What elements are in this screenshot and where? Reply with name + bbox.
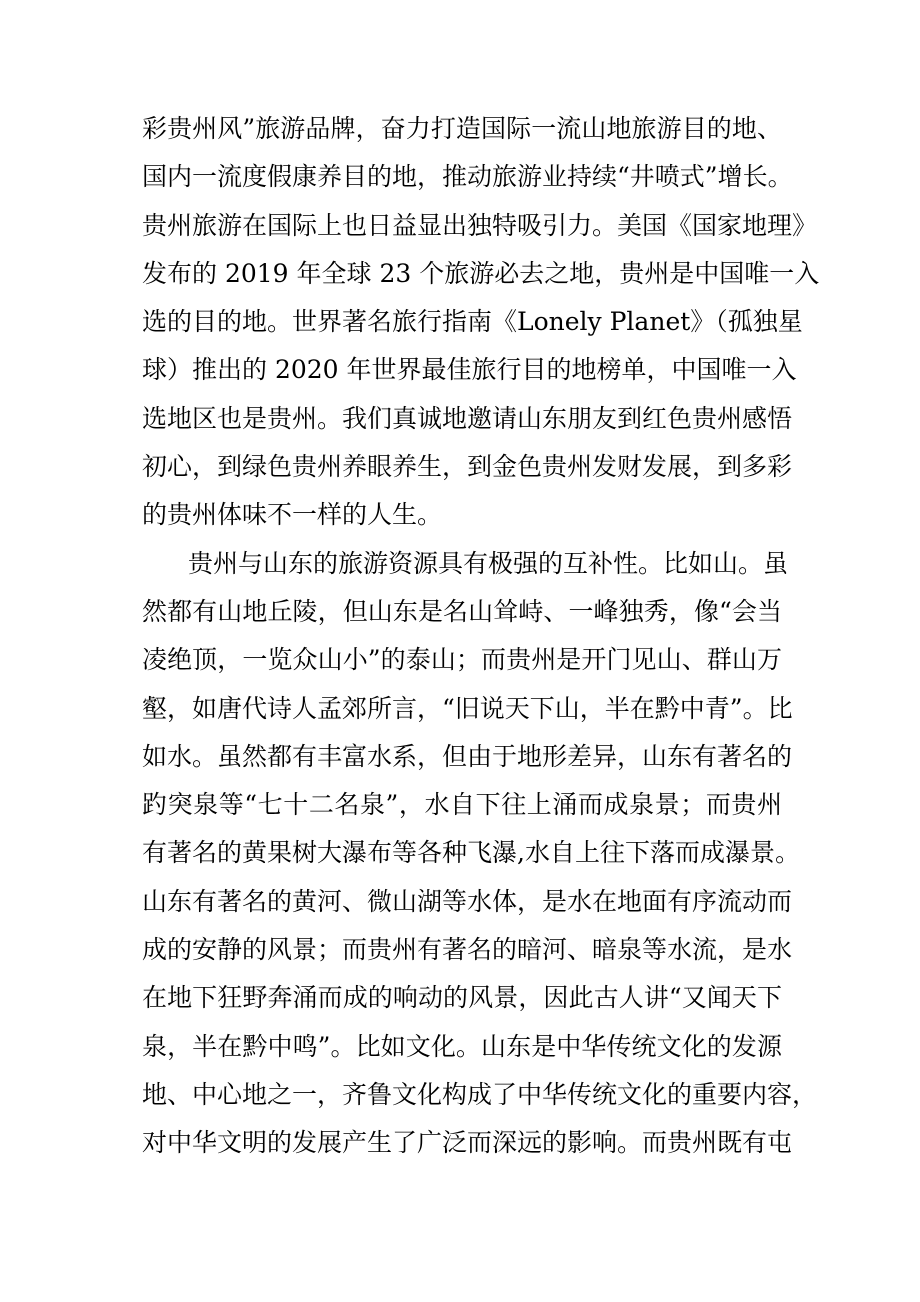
text-line: 贵州旅游在国际上也日益显出独特吸引力。美国《国家地理》 <box>142 210 818 240</box>
text-line: 然都有山地丘陵，但山东是名山耸峙、一峰独秀，像“会当 <box>142 596 782 626</box>
text-line: 选的目的地。世界著名旅行指南《Lonely Planet》（孤独星 <box>142 307 803 337</box>
text-line: 成的安静的风景；而贵州有著名的暗河、暗泉等水流，是水 <box>142 935 793 965</box>
text-line: 球）推出的 2020 年世界最佳旅行目的地榜单，中国唯一入 <box>142 355 797 385</box>
text-line: 地、中心地之一，齐鲁文化构成了中华传统文化的重要内容， <box>142 1079 818 1109</box>
body-text <box>142 105 820 1168</box>
text-line-paragraph-start: 贵州与山东的旅游资源具有极强的互补性。比如山。虽 <box>188 548 789 578</box>
text-line: 泉，半在黔中鸣”。比如文化。山东是中华传统文化的发源 <box>142 1031 782 1061</box>
text-line: 有著名的黄果树大瀑布等各种飞瀑,水自上往下落而成瀑景。 <box>142 838 800 868</box>
text-line: 选地区也是贵州。我们真诚地邀请山东朋友到红色贵州感悟 <box>142 403 793 433</box>
text-line: 凌绝顶，一览众山小”的泰山；而贵州是开门见山、群山万 <box>142 645 782 675</box>
text-line: 彩贵州风”旅游品牌，奋力打造国际一流山地旅游目的地、 <box>142 114 782 143</box>
text-line: 山东有著名的黄河、微山湖等水体，是水在地面有序流动而 <box>142 886 793 916</box>
text-line: 壑，如唐代诗人孟郊所言，“旧说天下山，半在黔中青”。比 <box>142 693 793 723</box>
text-line: 如水。虽然都有丰富水系，但由于地形差异，山东有著名的 <box>142 741 793 771</box>
text-line: 趵突泉等“七十二名泉”，水自下往上涌而成泉景；而贵州 <box>142 790 782 820</box>
text-line-paragraph-end: 的贵州体味不一样的人生。 <box>142 500 443 530</box>
text-line: 国内一流度假康养目的地，推动旅游业持续“井喷式”增长。 <box>142 162 793 192</box>
text-line: 初心，到绿色贵州养眼养生，到金色贵州发财发展，到多彩 <box>142 452 793 482</box>
text-line: 在地下狂野奔涌而成的响动的风景，因此古人讲“又闻天下 <box>142 983 782 1013</box>
text-line: 发布的 2019 年全球 23 个旅游必去之地，贵州是中国唯一入 <box>142 258 820 288</box>
text-line: 对中华文明的发展产生了广泛而深远的影响。而贵州既有屯 <box>142 1128 793 1158</box>
